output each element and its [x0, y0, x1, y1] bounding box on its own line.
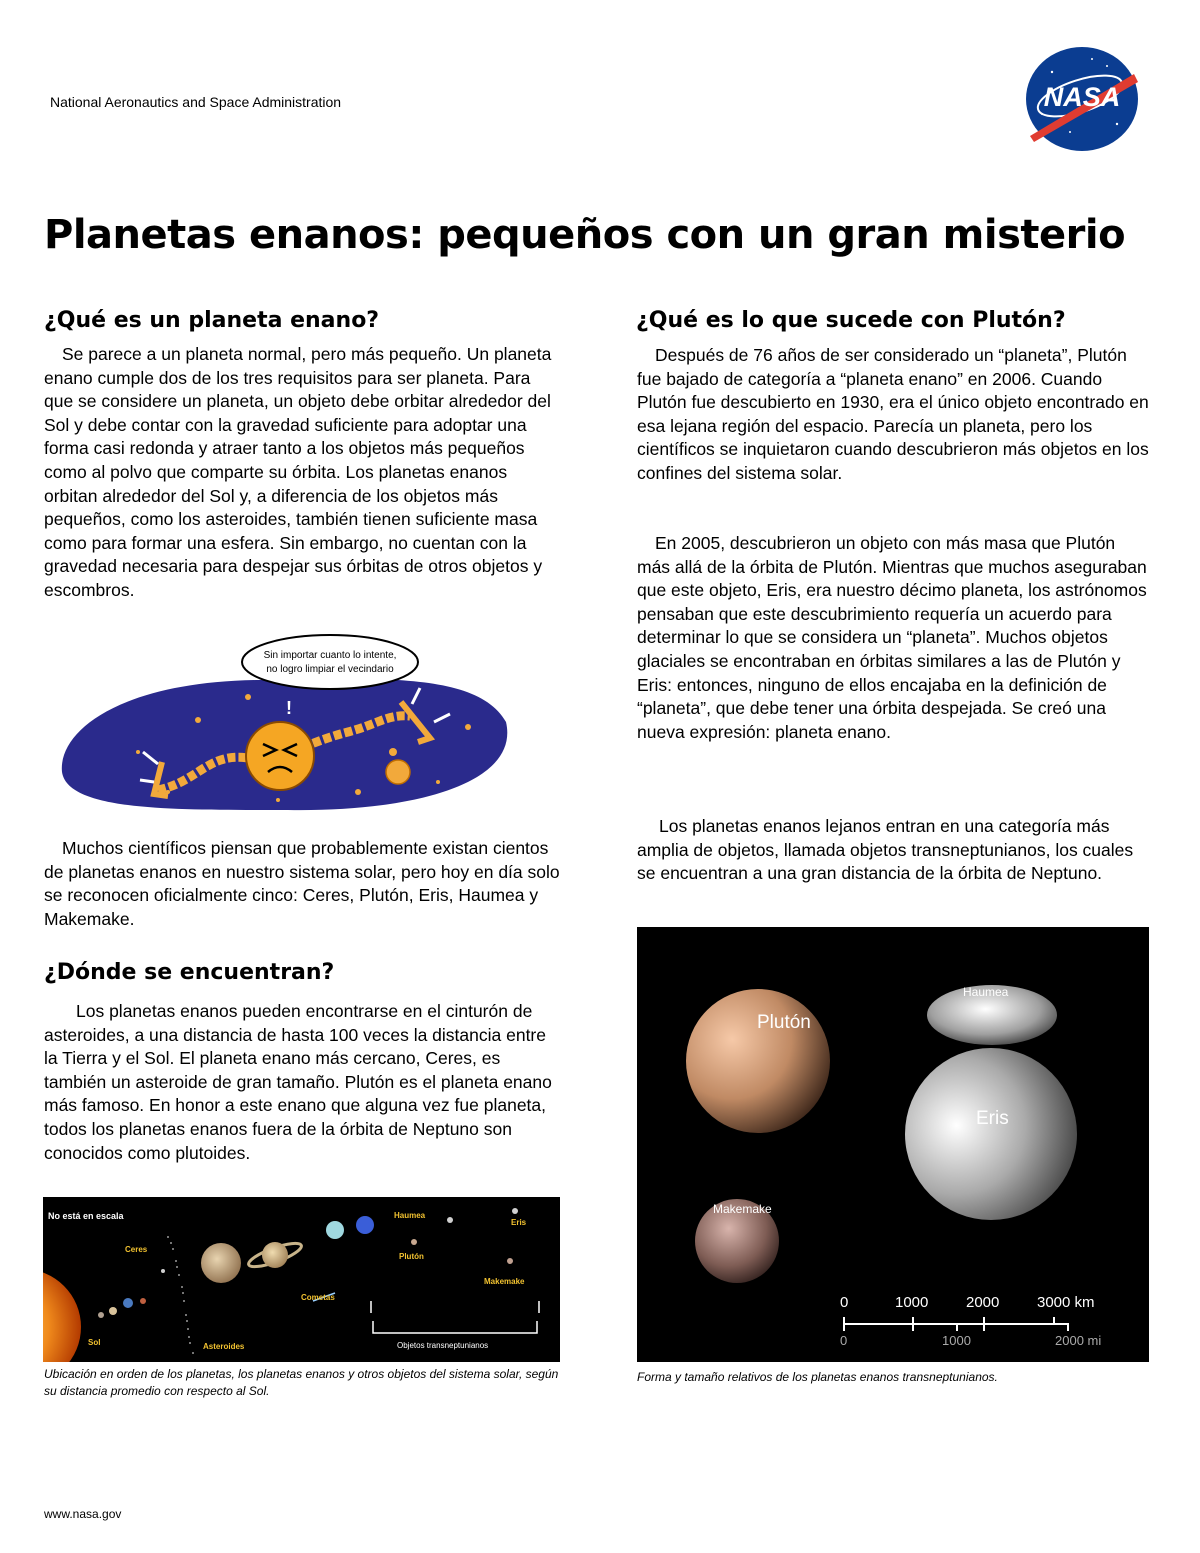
- paragraph-how-many: Muchos científicos piensan que probablemente existan cientos de planetas enanos en nuestro sistema solar, pero hoy en día solo se reconocen oficialmente cinco: Ceres, Plutón, Eris, Haumea y Makemake.: [44, 838, 560, 929]
- svg-text:Asteroides: Asteroides: [203, 1342, 245, 1351]
- svg-text:1000: 1000: [895, 1294, 929, 1311]
- footer-url[interactable]: www.nasa.gov: [44, 1507, 122, 1521]
- solar-system-diagram: [43, 1197, 560, 1362]
- paragraph-definition: Se parece a un planeta normal, pero más pequeño. Un planeta enano cumple dos de los tres requisitos para ser planeta. Para que se considere un planeta, un objeto debe orbitar alrededor del Sol y debe contar con la gravedad suficiente para adoptar una forma casi redonda y atraer tanto a los objetos más pequeños como al polvo que comparte su órbita. Los planetas enanos orbitan alrededor del Sol y, a diferencia de los objetos más pequeños, como los asteroides, también tienen suficiente masa como para formar una esfera. Sin embargo, no cuentan con la gravedad necesaria para despejar sus órbitas de otros objetos y escombros.: [44, 344, 552, 600]
- paragraph-eris-discovery: En 2005, descubrieron un objeto con más masa que Plutón más allá de la órbita de Plutón. Mientras que muchos aseguraban que este objeto, Eris, era nuestro décimo planeta, los astrónomos pensaban que este descubrimiento requería un acuerdo para determinar lo que se considera un “planeta”. Muchos objetos glaciales se encontraban en órbitas similares a las de Plutón y Eris: entonces, ninguno de ellos encajaba en la definición de “planeta”, que debe tener una órbita despejada. Se creó una nueva expresión: planeta enano.: [637, 533, 1147, 742]
- svg-text:No está en escala: No está en escala: [48, 1211, 124, 1221]
- svg-text:Haumea: Haumea: [963, 985, 1009, 999]
- heading-pluto: ¿Qué es lo que sucede con Plutón?: [636, 308, 1066, 333]
- svg-text:Objetos transneptunianos: Objetos transneptunianos: [397, 1341, 489, 1350]
- svg-text:2000: 2000: [966, 1294, 1000, 1311]
- svg-text:3000 km: 3000 km: [1037, 1294, 1095, 1311]
- agency-name: National Aeronautics and Space Administration: [50, 94, 342, 110]
- nasa-logo: [1022, 44, 1142, 154]
- svg-text:!: !: [286, 698, 292, 718]
- svg-text:Sol: Sol: [88, 1338, 101, 1347]
- image-caption: Forma y tamaño relativos de los planetas enanos transneptunianos.: [637, 1370, 998, 1384]
- page-title: Planetas enanos: pequeños con un gran misterio: [44, 212, 1126, 258]
- svg-text:Makemake: Makemake: [713, 1202, 772, 1216]
- svg-text:0: 0: [840, 1333, 848, 1348]
- svg-text:0: 0: [840, 1294, 849, 1311]
- heading-what-is-dwarf-planet: ¿Qué es un planeta enano?: [44, 308, 380, 333]
- diagram-caption: Ubicación en orden de los planetas, los planetas enanos y otros objetos del sistema solar, según su distancia promedio con respecto al Sol.: [44, 1367, 559, 1398]
- svg-text:Ceres: Ceres: [125, 1245, 148, 1254]
- svg-text:Plutón: Plutón: [757, 1012, 811, 1033]
- svg-text:Plutón: Plutón: [399, 1252, 424, 1261]
- paragraph-pluto-history: Después de 76 años de ser considerado un “planeta”, Plutón fue bajado de categoría a “planeta enano” en 2006. Cuando Plutón fue descubierto en 1930, era el único objeto encontrado en esa lejana región del espacio. Parecía un planeta, pero los científicos se inquietaron cuando descubrieron más objetos en los confines del sistema solar.: [637, 345, 1149, 483]
- svg-text:NASA: NASA: [1043, 82, 1121, 112]
- svg-text:Eris: Eris: [976, 1108, 1009, 1129]
- svg-text:Cometas: Cometas: [301, 1293, 335, 1302]
- heading-where-found: ¿Dónde se encuentran?: [44, 960, 335, 985]
- dwarf-planets-size-image: [637, 927, 1149, 1362]
- paragraph-location: Los planetas enanos pueden encontrarse en el cinturón de asteroides, a una distancia de hasta 100 veces la distancia entre la Tierra y el Sol. El planeta enano más cercano, Ceres, es también un asteroide de gran tamaño. Plutón es el planeta enano más famoso. En honor a este enano que alguna vez fue planeta, todos los planetas enanos fuera de la órbita de Neptuno son conocidos como plutoides.: [44, 1001, 552, 1163]
- svg-text:Haumea: Haumea: [394, 1211, 426, 1220]
- svg-text:Sin importar cuanto lo intente: Sin importar cuanto lo intente,: [263, 650, 397, 661]
- svg-text:1000: 1000: [942, 1333, 971, 1348]
- cartoon-illustration: [58, 632, 510, 822]
- paragraph-tno: Los planetas enanos lejanos entran en una categoría más amplia de objetos, llamada objetos transneptunianos, los cuales se encuentran a una gran distancia de la órbita de Neptuno.: [637, 816, 1134, 884]
- svg-text:2000 mi: 2000 mi: [1055, 1333, 1102, 1348]
- svg-text:Eris: Eris: [511, 1218, 527, 1227]
- svg-text:Makemake: Makemake: [484, 1277, 525, 1286]
- svg-text:no logro limpiar el vecindario: no logro limpiar el vecindario: [266, 664, 394, 675]
